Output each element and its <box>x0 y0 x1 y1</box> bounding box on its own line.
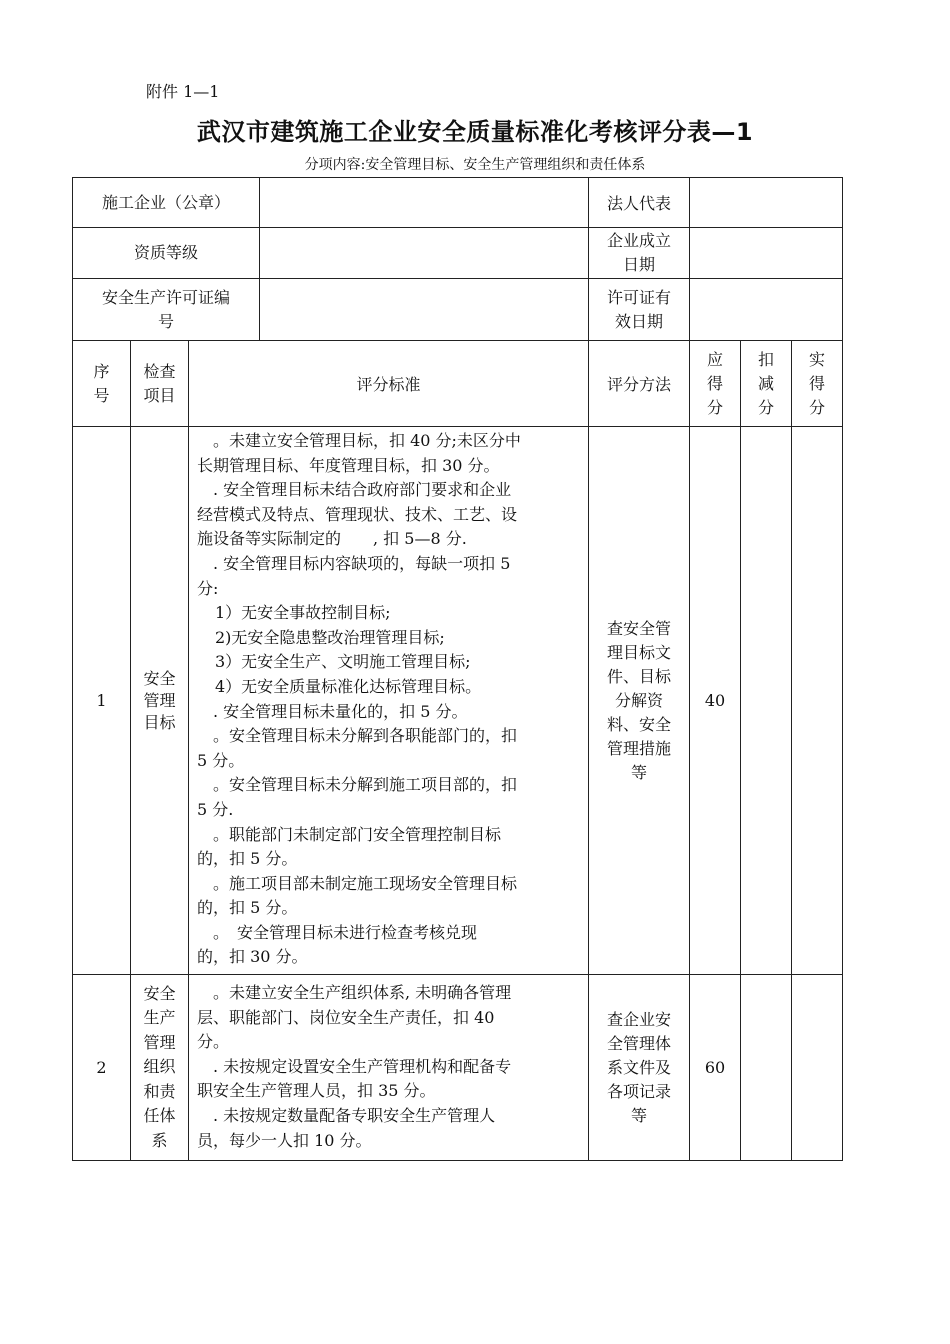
row-due-score: 40 <box>690 427 741 975</box>
col-item: 检查 项目 <box>131 341 189 427</box>
col-seq: 序 号 <box>73 341 131 427</box>
row-method: 查企业安 全管理体 系文件及 各项记录 等 <box>589 975 690 1161</box>
row-method: 查安全管 理目标文 件、目标 分解资 料、安全 管理措施 等 <box>589 427 690 975</box>
scoring-table <box>72 177 843 1161</box>
license-number-label: 安全生产许可证编 号 <box>73 279 260 340</box>
table-row <box>73 975 843 1161</box>
row-due-score: 60 <box>690 975 741 1161</box>
row-seq: 1 <box>73 427 131 975</box>
attachment-label: 附件 1—1 <box>146 82 220 101</box>
company-value[interactable] <box>260 178 588 227</box>
founded-date-value[interactable] <box>690 228 843 279</box>
founded-date-label: 企业成立 日期 <box>589 228 690 279</box>
page-title: 武汉市建筑施工企业安全质量标准化考核评分表—1 <box>196 118 754 146</box>
col-method: 评分方法 <box>589 341 690 427</box>
table-row <box>73 427 843 975</box>
row-criteria: 。未建立安全生产组织体系, 未明确各管理 层、职能部门、岗位安全生产责任，扣 40 分。 . 未按规定设置安全生产管理机构和配备专 职安全生产管理人员，扣 35 分。 . 未按规定数量配备专职安全生产管理人 员，每少一人扣 10 分。 <box>189 975 589 1161</box>
page-subtitle: 分项内容:安全管理目标、安全生产管理组织和责任体系 <box>304 157 646 173</box>
col-due-score: 应 得 分 <box>690 341 741 427</box>
qualification-value[interactable] <box>260 228 588 278</box>
row-seq: 2 <box>73 975 131 1161</box>
qualification-label: 资质等级 <box>73 228 260 278</box>
license-valid-value[interactable] <box>690 279 843 341</box>
col-actual-score: 实 得 分 <box>792 341 843 427</box>
legal-rep-value[interactable] <box>690 178 843 228</box>
col-deduction: 扣 减 分 <box>741 341 792 427</box>
company-label: 施工企业（公章） <box>73 178 260 227</box>
legal-rep-label: 法人代表 <box>589 178 690 228</box>
row-deduction[interactable] <box>741 975 792 1161</box>
license-valid-label: 许可证有 效日期 <box>589 279 690 341</box>
row-actual-score[interactable] <box>792 427 843 975</box>
info-row-qualification <box>73 228 843 279</box>
col-criteria: 评分标准 <box>189 341 589 427</box>
info-row-company <box>73 178 843 228</box>
row-item: 安全 生产 管理 组织 和责 任体 系 <box>131 975 189 1161</box>
info-row-license <box>73 279 843 341</box>
row-actual-score[interactable] <box>792 975 843 1161</box>
row-criteria: 。未建立安全管理目标，扣 40 分;未区分中 长期管理目标、年度管理目标，扣 30 分。 . 安全管理目标未结合政府部门要求和企业 经营模式及特点、管理现状、技术、工艺、设 施设备等实际制定的 , 扣 5—8 分. . 安全管理目标内容缺项的，每缺一项扣 5 分: 1）无安全事故控制目标; 2)无安全隐患整改治理管理目标; 3）无安全生产、文明施工管理目标; 4）无安全质量标准化达标管理目标。 . 安全管理目标未量化的，扣 5 分。 。安全管理目标未分解到各职能部门的，扣 5 分。 。安全管理目标未分解到施工项目部的，扣 5 分. 。职能部门未制定部门安全管理控制目标 的，扣 5 分。 。施工项目部未制定施工现场安全管理目标 的，扣 5 分。 。 安全管理目标未进行检查考核兑现 的，扣 30 分。 <box>189 427 589 975</box>
row-deduction[interactable] <box>741 427 792 975</box>
row-item: 安全 管理 目标 <box>131 427 189 975</box>
license-number-value[interactable] <box>260 279 588 340</box>
column-header-row <box>73 341 843 427</box>
